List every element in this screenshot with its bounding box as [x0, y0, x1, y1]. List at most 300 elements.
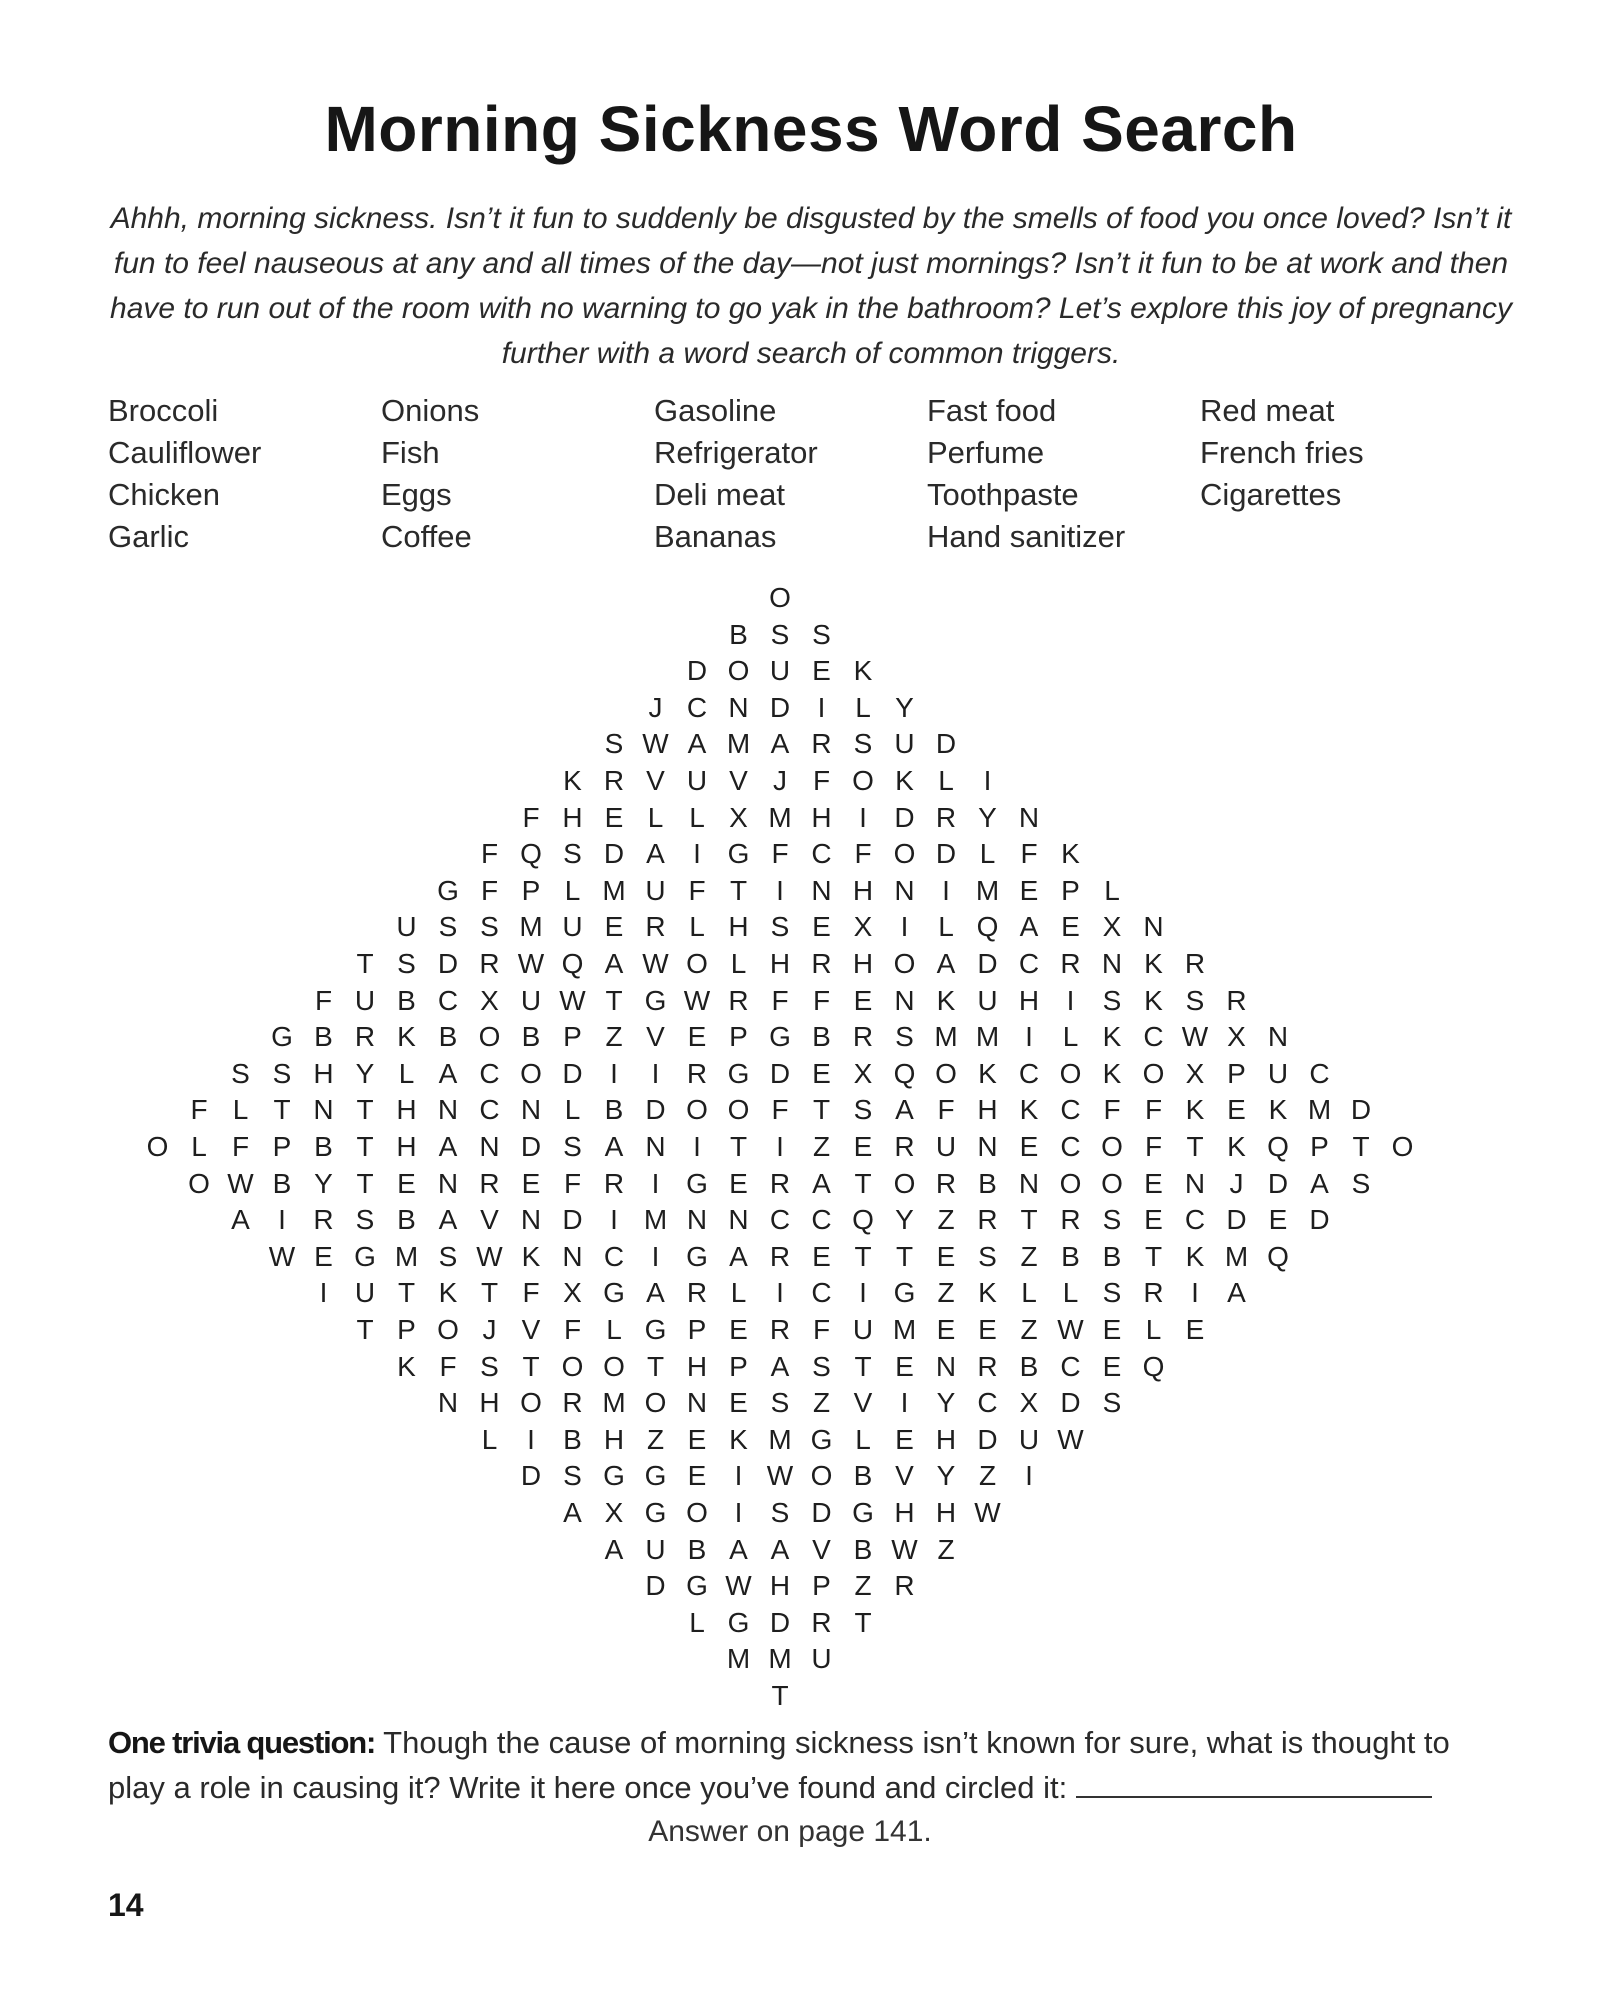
grid-letter[interactable]: F — [190, 1094, 208, 1126]
grid-letter[interactable]: C — [603, 1240, 625, 1272]
grid-letter[interactable]: P — [397, 1314, 416, 1345]
grid-letter[interactable]: U — [1267, 1057, 1289, 1089]
grid-letter[interactable]: G — [893, 1277, 916, 1309]
grid-letter[interactable]: L — [938, 765, 954, 796]
grid-letter[interactable]: P — [1310, 1131, 1329, 1162]
grid-letter[interactable]: I — [651, 1057, 660, 1089]
grid-letter[interactable]: O — [852, 765, 874, 796]
grid-letter[interactable]: S — [1102, 1277, 1122, 1309]
grid-letter[interactable]: R — [935, 801, 957, 833]
grid-letter[interactable]: H — [811, 801, 832, 833]
grid-letter[interactable]: S — [895, 1021, 914, 1053]
grid-letter[interactable]: N — [562, 1240, 583, 1272]
grid-letter[interactable]: H — [769, 948, 791, 979]
grid-letter[interactable]: W — [642, 728, 669, 760]
grid-letter[interactable]: R — [769, 1167, 791, 1199]
grid-letter[interactable]: Q — [1267, 1131, 1289, 1162]
grid-letter[interactable]: N — [437, 1387, 459, 1419]
grid-letter[interactable]: L — [689, 911, 705, 943]
grid-letter[interactable]: B — [563, 1423, 582, 1455]
grid-letter[interactable]: O — [935, 1057, 957, 1089]
grid-letter[interactable]: I — [859, 801, 867, 833]
grid-letter[interactable]: Z — [937, 1533, 955, 1565]
grid-letter[interactable]: A — [687, 728, 707, 760]
grid-letter[interactable]: I — [900, 1387, 909, 1419]
grid-letter[interactable]: D — [935, 838, 957, 870]
grid-letter[interactable]: M — [602, 1387, 626, 1419]
grid-letter[interactable]: I — [651, 1167, 660, 1199]
grid-letter[interactable]: T — [646, 1350, 665, 1382]
grid-letter[interactable]: T — [605, 984, 623, 1016]
grid-letter[interactable]: E — [1144, 1167, 1163, 1199]
grid-letter[interactable]: O — [1142, 1057, 1165, 1089]
grid-letter[interactable]: B — [687, 1533, 707, 1565]
grid-letter[interactable]: R — [1060, 1204, 1081, 1236]
grid-letter[interactable]: S — [355, 1204, 375, 1236]
grid-letter[interactable]: V — [895, 1460, 914, 1492]
grid-letter[interactable]: W — [517, 948, 545, 979]
grid-letter[interactable]: U — [977, 984, 998, 1016]
grid-letter[interactable]: C — [811, 838, 832, 870]
grid-letter[interactable]: H — [562, 801, 583, 833]
grid-letter[interactable]: S — [1351, 1167, 1371, 1199]
grid-letter[interactable]: K — [895, 765, 914, 796]
grid-letter[interactable]: E — [1227, 1094, 1246, 1126]
grid-letter[interactable]: R — [977, 1350, 998, 1382]
grid-letter[interactable]: K — [729, 1423, 748, 1455]
grid-letter[interactable]: F — [812, 984, 831, 1016]
grid-letter[interactable]: E — [895, 1350, 914, 1382]
grid-letter[interactable]: B — [729, 618, 748, 650]
grid-letter[interactable]: L — [647, 801, 664, 833]
grid-letter[interactable]: U — [645, 1533, 666, 1565]
grid-letter[interactable]: G — [810, 1423, 833, 1455]
grid-letter[interactable]: E — [812, 655, 831, 687]
grid-letter[interactable]: B — [272, 1167, 292, 1199]
grid-letter[interactable]: I — [693, 838, 701, 870]
grid-letter[interactable]: N — [894, 874, 915, 906]
grid-letter[interactable]: L — [191, 1131, 207, 1162]
grid-letter[interactable]: O — [893, 838, 916, 870]
grid-letter[interactable]: Z — [646, 1423, 665, 1455]
grid-letter[interactable]: M — [768, 1423, 792, 1455]
grid-letter[interactable]: G — [354, 1240, 376, 1272]
grid-letter[interactable]: E — [1019, 1131, 1039, 1162]
grid-letter[interactable]: A — [729, 1240, 748, 1272]
grid-letter[interactable]: C — [479, 1094, 500, 1126]
grid-letter[interactable]: G — [644, 1314, 667, 1345]
grid-letter[interactable]: D — [769, 691, 791, 723]
grid-letter[interactable]: P — [687, 1314, 707, 1345]
grid-letter[interactable]: I — [610, 1204, 618, 1236]
grid-letter[interactable]: T — [356, 1094, 374, 1126]
grid-letter[interactable]: B — [812, 1021, 831, 1053]
grid-letter[interactable]: J — [773, 765, 787, 796]
grid-letter[interactable]: L — [1062, 1277, 1079, 1309]
grid-letter[interactable]: D — [603, 838, 625, 870]
grid-letter[interactable]: F — [231, 1131, 250, 1162]
grid-letter[interactable]: M — [602, 874, 626, 906]
grid-letter[interactable]: F — [1020, 838, 1038, 870]
grid-letter[interactable]: S — [1102, 1387, 1122, 1419]
grid-letter[interactable]: P — [521, 874, 541, 906]
grid-letter[interactable]: H — [935, 1423, 957, 1455]
grid-letter[interactable]: O — [520, 1387, 542, 1419]
grid-letter[interactable]: M — [519, 911, 543, 943]
grid-letter[interactable]: R — [354, 1021, 376, 1053]
grid-letter[interactable]: A — [438, 1204, 458, 1236]
grid-letter[interactable]: R — [894, 1131, 915, 1162]
grid-letter[interactable]: I — [1025, 1021, 1033, 1053]
grid-letter[interactable]: U — [935, 1131, 957, 1162]
grid-letter[interactable]: E — [604, 911, 624, 943]
grid-letter[interactable]: L — [689, 1606, 705, 1638]
grid-letter[interactable]: S — [1185, 984, 1205, 1016]
grid-letter[interactable]: A — [438, 1131, 458, 1162]
grid-letter[interactable]: G — [686, 1570, 708, 1602]
grid-letter[interactable]: N — [1018, 801, 1040, 833]
grid-letter[interactable]: D — [645, 1570, 666, 1602]
grid-letter[interactable]: C — [977, 1387, 998, 1419]
grid-letter[interactable]: E — [936, 1240, 956, 1272]
grid-letter[interactable]: V — [853, 1387, 873, 1419]
grid-letter[interactable]: V — [812, 1533, 831, 1565]
grid-letter[interactable]: I — [693, 1131, 701, 1162]
grid-letter[interactable]: I — [1191, 1277, 1199, 1309]
grid-letter[interactable]: E — [812, 1240, 831, 1272]
grid-letter[interactable]: G — [644, 1460, 667, 1492]
grid-letter[interactable]: B — [314, 1131, 333, 1162]
grid-letter[interactable]: T — [854, 1350, 872, 1382]
grid-letter[interactable]: A — [646, 838, 665, 870]
grid-letter[interactable]: D — [562, 1057, 583, 1089]
grid-letter[interactable]: H — [852, 948, 874, 979]
grid-letter[interactable]: Y — [895, 1204, 914, 1236]
grid-letter[interactable]: Z — [812, 1131, 831, 1162]
grid-letter[interactable]: G — [769, 1021, 791, 1053]
grid-letter[interactable]: E — [687, 1460, 707, 1492]
grid-letter[interactable]: C — [1060, 1350, 1081, 1382]
grid-letter[interactable]: S — [480, 911, 499, 943]
grid-letter[interactable]: S — [480, 1350, 499, 1382]
grid-letter[interactable]: O — [603, 1350, 625, 1382]
grid-letter[interactable]: B — [314, 1021, 333, 1053]
grid-letter[interactable]: M — [892, 1314, 917, 1345]
grid-letter[interactable]: N — [437, 1094, 459, 1126]
grid-letter[interactable]: H — [1018, 984, 1040, 1016]
grid-letter[interactable]: R — [811, 1606, 832, 1638]
grid-letter[interactable]: P — [272, 1131, 292, 1162]
grid-letter[interactable]: D — [769, 1606, 791, 1638]
grid-letter[interactable]: W — [559, 984, 586, 1016]
grid-letter[interactable]: K — [1144, 984, 1163, 1016]
grid-letter[interactable]: O — [727, 655, 750, 687]
grid-letter[interactable]: A — [438, 1057, 458, 1089]
grid-letter[interactable]: E — [936, 1314, 956, 1345]
grid-letter[interactable]: G — [686, 1167, 708, 1199]
grid-letter[interactable]: G — [644, 1497, 667, 1528]
grid-letter[interactable]: O — [644, 1387, 667, 1419]
grid-letter[interactable]: T — [356, 1167, 374, 1199]
grid-letter[interactable]: S — [604, 728, 624, 760]
grid-letter[interactable]: G — [437, 874, 459, 906]
grid-letter[interactable]: A — [812, 1167, 831, 1199]
grid-letter[interactable]: B — [853, 1460, 873, 1492]
grid-letter[interactable]: E — [687, 1021, 707, 1053]
grid-letter[interactable]: X — [853, 911, 873, 943]
grid-letter[interactable]: T — [854, 1167, 872, 1199]
grid-letter[interactable]: L — [606, 1314, 622, 1345]
grid-letter[interactable]: K — [1102, 1057, 1122, 1089]
grid-letter[interactable]: A — [604, 1131, 624, 1162]
grid-letter[interactable]: E — [1061, 911, 1080, 943]
grid-letter[interactable]: N — [1184, 1167, 1206, 1199]
grid-letter[interactable]: D — [977, 948, 998, 979]
grid-letter[interactable]: O — [727, 1094, 750, 1126]
grid-letter[interactable]: W — [476, 1240, 503, 1272]
grid-letter[interactable]: Z — [1020, 1240, 1038, 1272]
grid-letter[interactable]: C — [1184, 1204, 1206, 1236]
grid-letter[interactable]: M — [975, 1021, 1000, 1053]
grid-letter[interactable]: U — [562, 911, 583, 943]
grid-letter[interactable]: V — [646, 765, 665, 796]
grid-letter[interactable]: M — [394, 1240, 419, 1272]
grid-letter[interactable]: D — [1060, 1387, 1081, 1419]
grid-letter[interactable]: N — [1018, 1167, 1040, 1199]
grid-letter[interactable]: D — [520, 1460, 542, 1492]
grid-letter[interactable]: S — [1102, 984, 1122, 1016]
grid-letter[interactable]: O — [1101, 1167, 1123, 1199]
grid-letter[interactable]: E — [687, 1423, 707, 1455]
grid-letter[interactable]: I — [776, 1131, 784, 1162]
grid-letter[interactable]: B — [397, 984, 416, 1016]
grid-letter[interactable]: L — [938, 911, 954, 943]
grid-letter[interactable]: O — [893, 1167, 916, 1199]
grid-letter[interactable]: X — [1227, 1021, 1246, 1053]
grid-letter[interactable]: Y — [314, 1167, 333, 1199]
grid-letter[interactable]: E — [812, 1057, 831, 1089]
grid-letter[interactable]: F — [563, 1314, 582, 1345]
grid-letter[interactable]: F — [480, 838, 499, 870]
grid-letter[interactable]: L — [689, 801, 705, 833]
grid-letter[interactable]: R — [935, 1167, 957, 1199]
grid-letter[interactable]: R — [769, 1314, 791, 1345]
grid-letter[interactable]: K — [1185, 1094, 1205, 1126]
grid-letter[interactable]: Q — [852, 1204, 874, 1236]
grid-letter[interactable]: F — [771, 1094, 789, 1126]
grid-letter[interactable]: K — [936, 984, 956, 1016]
grid-letter[interactable]: V — [480, 1204, 499, 1236]
grid-letter[interactable]: E — [314, 1240, 333, 1272]
grid-letter[interactable]: K — [521, 1240, 541, 1272]
grid-letter[interactable]: Z — [854, 1570, 872, 1602]
grid-letter[interactable]: R — [479, 1167, 500, 1199]
grid-letter[interactable]: C — [1018, 948, 1040, 979]
grid-letter[interactable]: K — [1102, 1021, 1122, 1053]
grid-letter[interactable]: Q — [1142, 1350, 1165, 1382]
grid-letter[interactable]: O — [188, 1167, 210, 1199]
grid-letter[interactable]: E — [1268, 1204, 1288, 1236]
grid-letter[interactable]: W — [1181, 1021, 1209, 1053]
answer-blank-line[interactable] — [1076, 1768, 1432, 1798]
grid-letter[interactable]: A — [1019, 911, 1039, 943]
grid-letter[interactable]: H — [396, 1131, 417, 1162]
grid-letter[interactable]: P — [1227, 1057, 1246, 1089]
grid-letter[interactable]: U — [354, 984, 376, 1016]
grid-letter[interactable]: G — [271, 1021, 293, 1053]
grid-letter[interactable]: S — [812, 1350, 831, 1382]
grid-letter[interactable]: I — [278, 1204, 286, 1236]
grid-letter[interactable]: T — [1020, 1204, 1038, 1236]
grid-letter[interactable]: C — [1143, 1021, 1164, 1053]
grid-letter[interactable]: D — [769, 1057, 791, 1089]
grid-letter[interactable]: F — [812, 765, 831, 796]
grid-letter[interactable]: C — [437, 984, 459, 1016]
grid-letter[interactable]: A — [646, 1277, 665, 1309]
grid-letter[interactable]: H — [935, 1497, 957, 1528]
grid-letter[interactable]: I — [1066, 984, 1075, 1016]
grid-letter[interactable]: F — [480, 874, 499, 906]
grid-letter[interactable]: Y — [978, 801, 997, 833]
grid-letter[interactable]: K — [438, 1277, 458, 1309]
grid-letter[interactable]: X — [1019, 1387, 1039, 1419]
grid-letter[interactable]: K — [853, 655, 873, 687]
grid-letter[interactable]: G — [727, 1606, 750, 1638]
grid-letter[interactable]: N — [935, 1350, 957, 1382]
grid-letter[interactable]: W — [891, 1533, 918, 1565]
grid-letter[interactable]: N — [1101, 948, 1123, 979]
grid-letter[interactable]: F — [688, 874, 706, 906]
grid-letter[interactable]: K — [978, 1057, 997, 1089]
grid-letter[interactable]: W — [1057, 1423, 1084, 1455]
grid-letter[interactable]: L — [730, 948, 747, 979]
grid-letter[interactable]: O — [686, 948, 708, 979]
grid-letter[interactable]: M — [768, 801, 792, 833]
grid-letter[interactable]: Q — [561, 948, 584, 979]
grid-letter[interactable]: Q — [976, 911, 999, 943]
grid-letter[interactable]: F — [771, 984, 789, 1016]
grid-letter[interactable]: O — [561, 1350, 584, 1382]
grid-letter[interactable]: E — [1102, 1350, 1122, 1382]
grid-letter[interactable]: N — [520, 1204, 542, 1236]
grid-letter[interactable]: W — [974, 1497, 1001, 1528]
grid-letter[interactable]: M — [643, 1204, 668, 1236]
grid-letter[interactable]: G — [727, 1057, 750, 1089]
grid-letter[interactable]: L — [398, 1057, 415, 1089]
grid-letter[interactable]: A — [563, 1497, 582, 1528]
grid-letter[interactable]: C — [1060, 1094, 1081, 1126]
grid-letter[interactable]: R — [686, 1277, 708, 1309]
grid-letter[interactable]: B — [1061, 1240, 1080, 1272]
grid-letter[interactable]: L — [1021, 1277, 1037, 1309]
grid-letter[interactable]: O — [437, 1314, 459, 1345]
grid-letter[interactable]: T — [273, 1094, 291, 1126]
grid-letter[interactable]: L — [979, 838, 996, 870]
grid-letter[interactable]: E — [1019, 874, 1039, 906]
grid-letter[interactable]: T — [356, 1131, 374, 1162]
grid-letter[interactable]: R — [728, 984, 749, 1016]
grid-letter[interactable]: I — [942, 874, 950, 906]
grid-letter[interactable]: S — [770, 618, 790, 650]
grid-letter[interactable]: U — [686, 765, 708, 796]
grid-letter[interactable]: O — [769, 582, 791, 613]
grid-letter[interactable]: R — [1143, 1277, 1164, 1309]
grid-letter[interactable]: D — [1350, 1094, 1372, 1126]
grid-letter[interactable]: M — [726, 728, 751, 760]
grid-letter[interactable]: K — [1061, 838, 1080, 870]
grid-letter[interactable]: K — [1019, 1094, 1039, 1126]
grid-letter[interactable]: G — [727, 838, 750, 870]
grid-letter[interactable]: S — [563, 1460, 582, 1492]
grid-letter[interactable]: R — [479, 948, 500, 979]
grid-letter[interactable]: F — [439, 1350, 457, 1382]
grid-letter[interactable]: F — [771, 838, 789, 870]
grid-letter[interactable]: V — [646, 1021, 665, 1053]
grid-letter[interactable]: H — [977, 1094, 998, 1126]
grid-letter[interactable]: Y — [936, 1460, 956, 1492]
grid-letter[interactable]: A — [936, 948, 956, 979]
grid-letter[interactable]: S — [853, 728, 873, 760]
grid-letter[interactable]: X — [604, 1497, 624, 1528]
grid-letter[interactable]: A — [1227, 1277, 1246, 1309]
grid-letter[interactable]: Z — [1020, 1314, 1038, 1345]
grid-letter[interactable]: N — [1267, 1021, 1289, 1053]
grid-letter[interactable]: D — [645, 1094, 666, 1126]
grid-letter[interactable]: N — [479, 1131, 500, 1162]
grid-letter[interactable]: N — [437, 1167, 459, 1199]
grid-letter[interactable]: T — [356, 1314, 374, 1345]
grid-letter[interactable]: E — [604, 801, 624, 833]
grid-letter[interactable]: R — [313, 1204, 334, 1236]
grid-letter[interactable]: U — [1018, 1423, 1040, 1455]
grid-letter[interactable]: O — [686, 1497, 708, 1528]
grid-letter[interactable]: F — [937, 1094, 955, 1126]
grid-letter[interactable]: C — [1060, 1131, 1081, 1162]
grid-letter[interactable]: N — [1143, 911, 1164, 943]
grid-letter[interactable]: M — [1307, 1094, 1332, 1126]
grid-letter[interactable]: F — [314, 984, 333, 1016]
grid-letter[interactable]: W — [725, 1570, 752, 1602]
grid-letter[interactable]: O — [1391, 1131, 1414, 1162]
grid-letter[interactable]: S — [978, 1240, 997, 1272]
grid-letter[interactable]: L — [855, 691, 871, 723]
grid-letter[interactable]: U — [852, 1314, 874, 1345]
grid-letter[interactable]: Q — [520, 838, 542, 870]
grid-letter[interactable]: C — [479, 1057, 500, 1089]
grid-letter[interactable]: S — [770, 1497, 790, 1528]
grid-letter[interactable]: Q — [1267, 1240, 1289, 1272]
grid-letter[interactable]: G — [603, 1277, 625, 1309]
grid-letter[interactable]: K — [1185, 1240, 1205, 1272]
grid-letter[interactable]: G — [852, 1497, 874, 1528]
grid-letter[interactable]: O — [478, 1021, 501, 1053]
grid-letter[interactable]: R — [562, 1387, 583, 1419]
grid-letter[interactable]: T — [895, 1240, 914, 1272]
grid-letter[interactable]: H — [313, 1057, 334, 1089]
grid-letter[interactable]: B — [604, 1094, 624, 1126]
grid-letter[interactable]: W — [268, 1240, 296, 1272]
grid-letter[interactable]: D — [437, 948, 459, 979]
grid-letter[interactable]: D — [811, 1497, 832, 1528]
grid-letter[interactable]: P — [729, 1350, 748, 1382]
grid-letter[interactable]: E — [1144, 1204, 1163, 1236]
grid-letter[interactable]: S — [397, 948, 416, 979]
grid-letter[interactable]: I — [983, 765, 992, 796]
grid-letter[interactable]: O — [810, 1460, 833, 1492]
grid-letter[interactable]: M — [768, 1643, 792, 1675]
grid-letter[interactable]: A — [231, 1204, 250, 1236]
grid-letter[interactable]: V — [729, 765, 748, 796]
